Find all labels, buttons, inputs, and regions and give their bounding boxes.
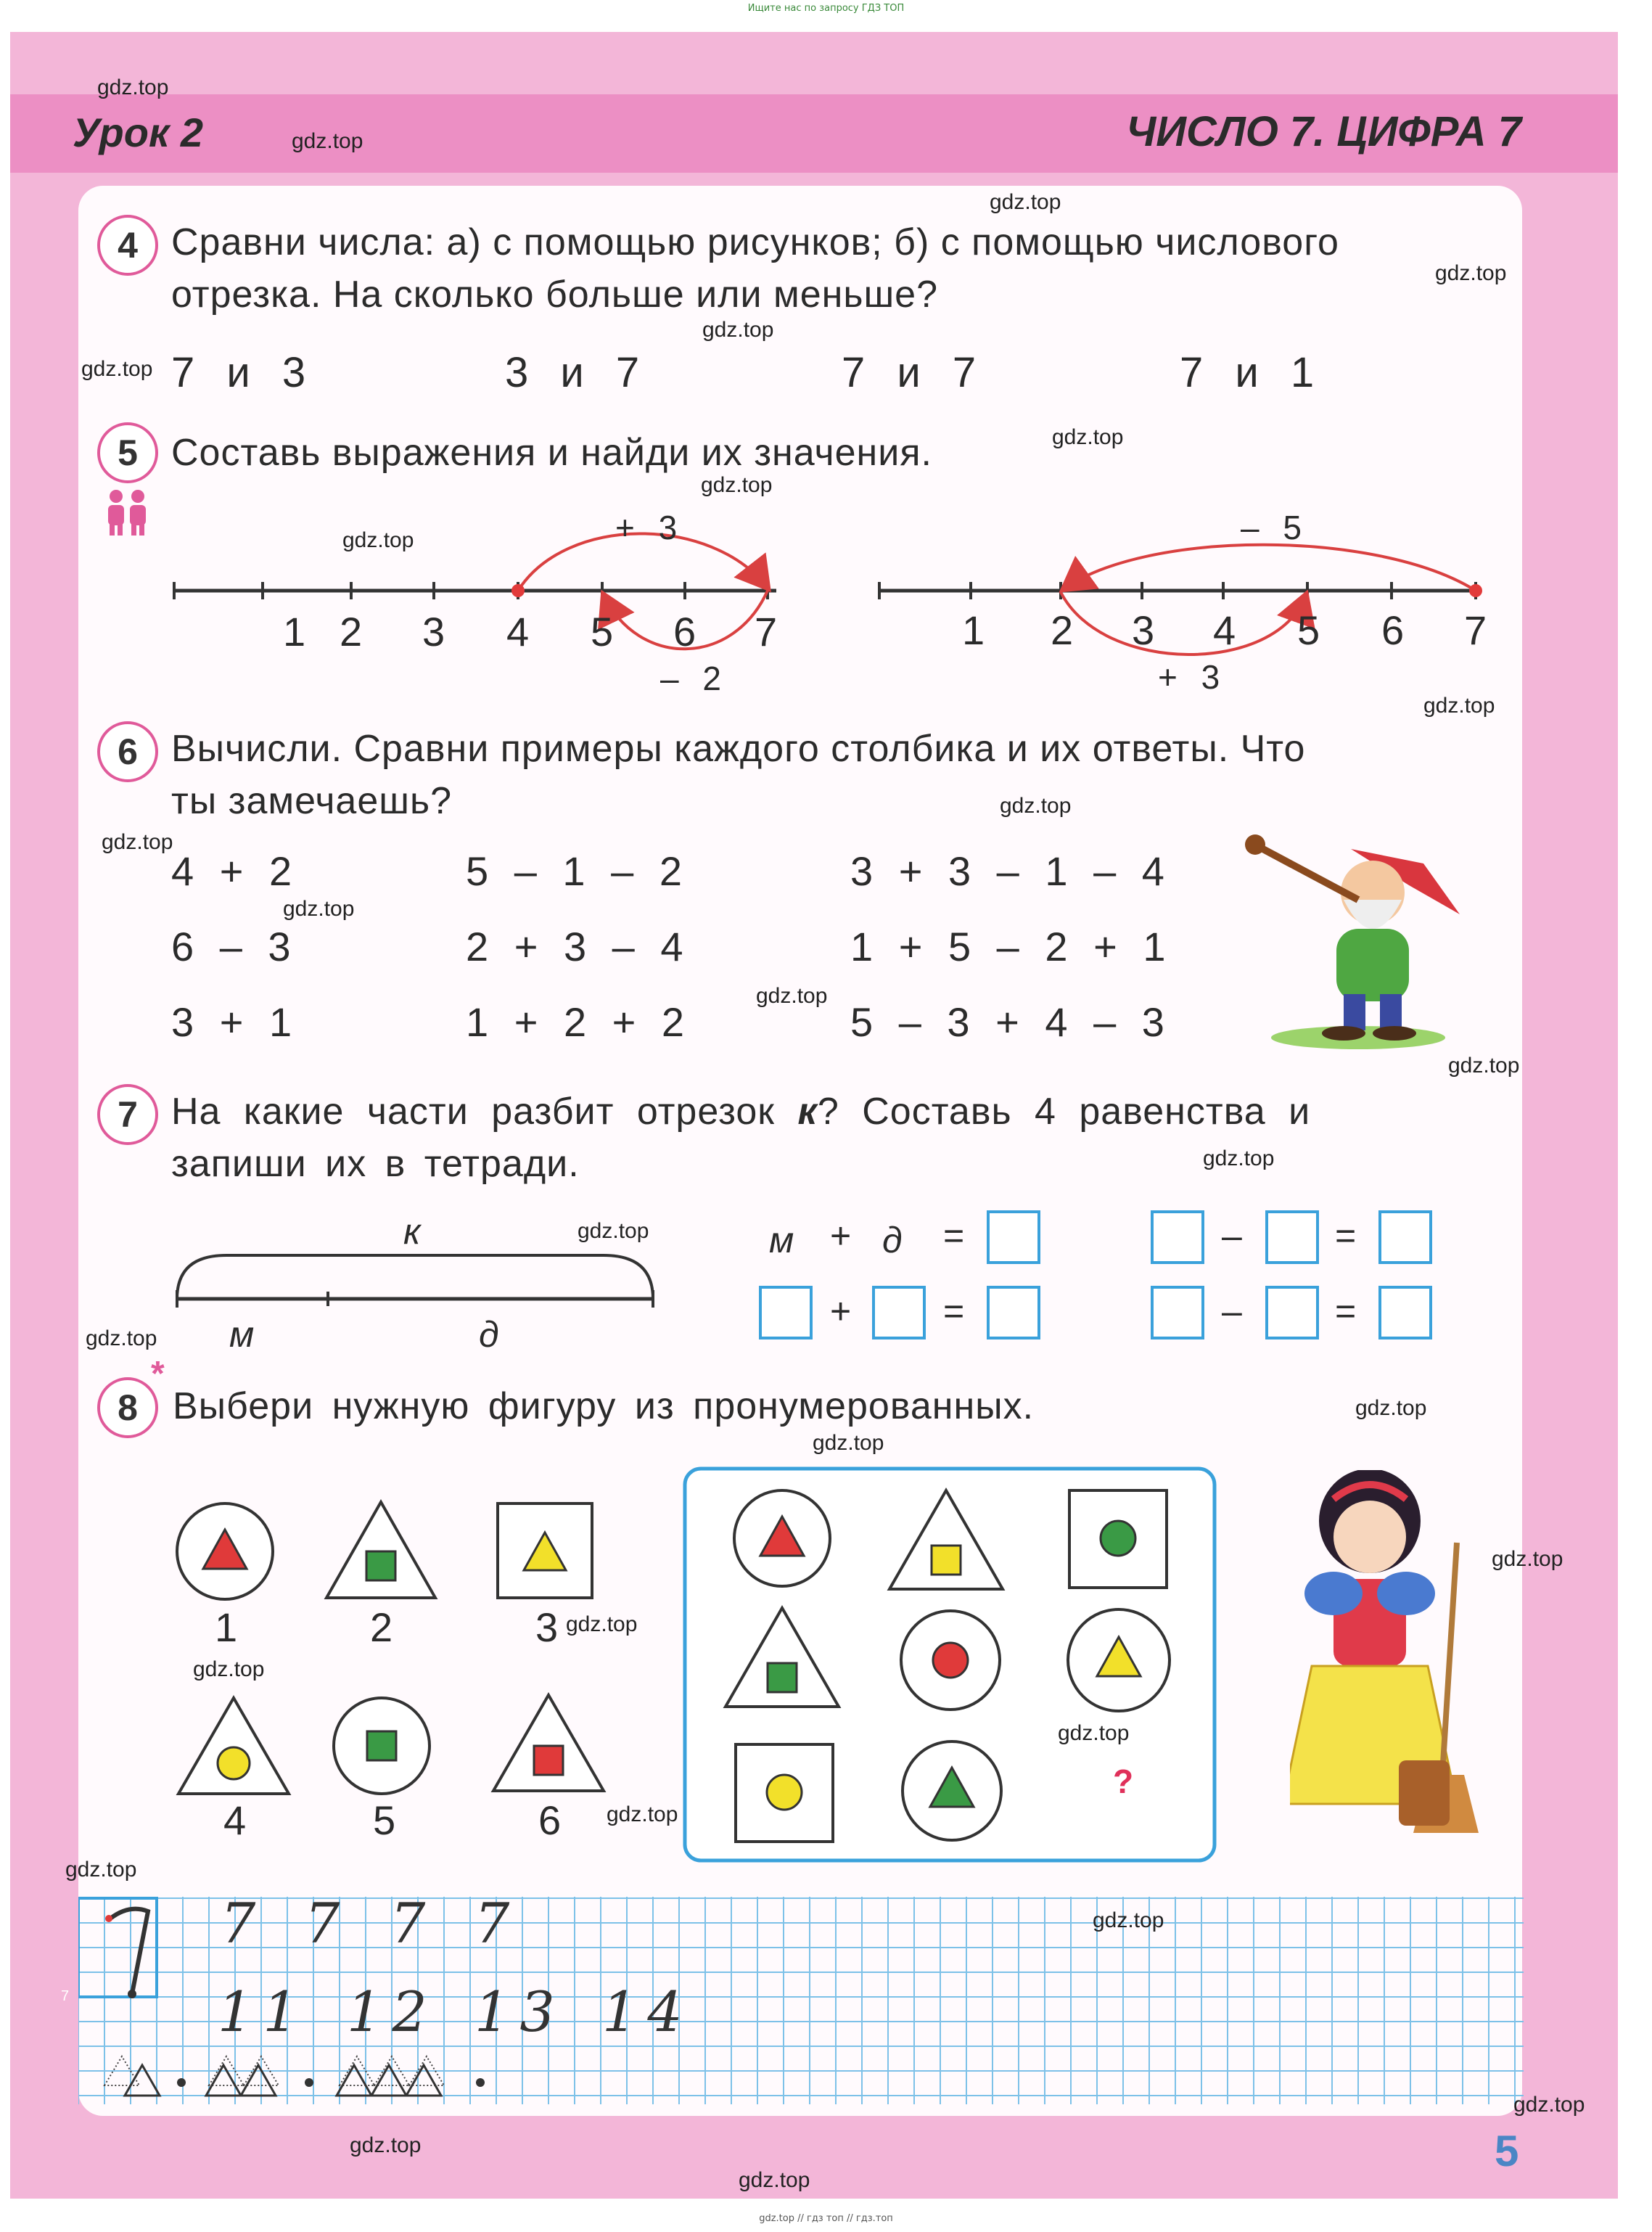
watermark: gdz.top [1058, 1721, 1130, 1745]
figure-number-1: 1 [215, 1604, 245, 1650]
watermark: gdz.top [990, 190, 1061, 214]
watermark: gdz.top [1052, 425, 1124, 449]
number-11: 11 [218, 1979, 308, 2044]
col1-expr-1: 4 + 2 [171, 848, 300, 894]
watermark: gdz.top [1448, 1054, 1520, 1078]
eq1-answer-box[interactable] [987, 1210, 1040, 1264]
figure-number-4: 4 [223, 1797, 254, 1843]
task-4-line1: Сравни числа: а) с помощью рисунков; б) с помощью числового [171, 221, 1339, 263]
line2-tick-5: 5 [1297, 607, 1328, 653]
task-6-number: 6 [97, 721, 158, 782]
seven-4: 7 [474, 1891, 510, 1956]
eq3-answer-box[interactable] [987, 1286, 1040, 1339]
eq3-box-a[interactable] [759, 1286, 813, 1339]
line1-bottom-label: – 2 [660, 660, 728, 697]
eq1-equals: = [943, 1215, 965, 1256]
line1-tick-3: 3 [422, 609, 453, 655]
watermark: gdz.top [1423, 694, 1495, 718]
col3-expr-3: 5 – 3 + 4 – 3 [850, 999, 1172, 1045]
pair-1: 7 и 3 [171, 349, 316, 396]
line1-tick-2: 2 [340, 609, 370, 655]
watermark: gdz.top [102, 830, 173, 854]
watermark: gdz.top [97, 75, 169, 99]
watermark: gdz.top [756, 984, 828, 1008]
pair-2: 3 и 7 [505, 349, 650, 396]
task-7-number: 7 [97, 1084, 158, 1145]
line2-bottom-label: + 3 [1158, 658, 1228, 696]
watermark: gdz.top [813, 1431, 884, 1455]
pair-4: 7 и 1 [1180, 349, 1325, 396]
line2-top-label: – 5 [1241, 509, 1309, 546]
col1-expr-2: 6 – 3 [171, 924, 298, 969]
line1-tick-5: 5 [591, 609, 621, 655]
line2-tick-1: 1 [962, 607, 993, 653]
watermark: gdz.top [81, 357, 153, 381]
line2-tick-6: 6 [1381, 607, 1412, 653]
task-8-star: * [151, 1355, 165, 1393]
eq2-minus: – [1222, 1215, 1242, 1256]
figure-number-5: 5 [373, 1797, 403, 1843]
task-5-text: Составь выражения и найди их значения. [171, 432, 932, 474]
eq2-box-a[interactable] [1151, 1210, 1204, 1264]
watermark: gdz.top [1435, 261, 1507, 285]
line1-tick-4: 4 [506, 609, 537, 655]
figure-number-3: 3 [535, 1604, 566, 1650]
watermark: gdz.top [578, 1219, 649, 1243]
watermark: gdz.top [607, 1802, 678, 1826]
watermark: gdz.top [350, 2133, 422, 2157]
line2-tick-7: 7 [1464, 607, 1495, 653]
eq2-box-b[interactable] [1265, 1210, 1319, 1264]
task-5-number: 5 [97, 422, 158, 483]
task-6-line1: Вычисли. Сравни примеры каждого столбика и их ответы. Что [171, 728, 1306, 770]
bottom-link[interactable]: gdz.top // гдз топ // гдз.топ [759, 2213, 893, 2224]
snow-white-illustration [1290, 1470, 1508, 1847]
line1-tick-1: 1 [283, 609, 313, 655]
col2-expr-1: 5 – 1 – 2 [466, 848, 689, 894]
task-8-text: Выбери нужную фигуру из пронумерованных. [173, 1385, 1035, 1427]
number-14: 14 [602, 1979, 693, 2044]
task-8-number: 8 [97, 1377, 158, 1438]
watermark: gdz.top [1000, 794, 1072, 818]
line2-tick-4: 4 [1213, 607, 1244, 653]
watermark: gdz.top [701, 473, 773, 497]
task-6-line2: ты замечаешь? [171, 780, 453, 822]
watermark: gdz.top [292, 129, 363, 153]
watermark: gdz.top [1513, 2093, 1585, 2117]
gnome-illustration [1242, 820, 1460, 1052]
eq2-answer-box[interactable] [1378, 1210, 1432, 1264]
line2-tick-3: 3 [1132, 607, 1162, 653]
line1-tick-7: 7 [755, 609, 785, 655]
seven-3: 7 [390, 1891, 426, 1956]
pair-work-icon [102, 488, 152, 538]
number-13: 13 [474, 1979, 565, 2044]
eq2-equals: = [1335, 1215, 1357, 1256]
watermark: gdz.top [1492, 1547, 1563, 1571]
top-link[interactable]: Ищите нас по запросу ГДЗ ТОП [747, 3, 905, 14]
task-4-number: 4 [97, 215, 158, 276]
seven-2: 7 [305, 1891, 340, 1956]
pattern-grid [682, 1466, 1219, 1865]
col2-expr-2: 2 + 3 – 4 [466, 924, 691, 969]
watermark: gdz.top [1093, 1908, 1164, 1932]
eq1-d: д [882, 1220, 903, 1260]
line1-tick-6: 6 [673, 609, 704, 655]
eq4-answer-box[interactable] [1378, 1286, 1432, 1339]
lesson-label: Урок 2 [73, 110, 204, 155]
eq4-box-b[interactable] [1265, 1286, 1319, 1339]
task-4-line2: отрезка. На сколько больше или меньше? [171, 274, 939, 316]
col3-expr-2: 1 + 5 – 2 + 1 [850, 924, 1173, 969]
watermark: gdz.top [342, 528, 414, 552]
page-title: ЧИСЛО 7. ЦИФРА 7 [1126, 108, 1521, 155]
eq4-equals: = [1335, 1291, 1357, 1332]
watermark: gdz.top [193, 1657, 265, 1681]
watermark: gdz.top [86, 1326, 157, 1350]
pair-3: 7 и 7 [842, 349, 987, 396]
watermark: gdz.top [1355, 1396, 1427, 1420]
segment-m-label: м [229, 1314, 255, 1355]
eq1-plus: + [830, 1215, 852, 1256]
watermark: gdz.top [739, 2168, 810, 2192]
segment-k-label: к [403, 1211, 421, 1252]
segment-d-label: д [479, 1314, 499, 1355]
figure-number-6: 6 [538, 1797, 569, 1843]
eq3-box-b[interactable] [872, 1286, 926, 1339]
col3-expr-1: 3 + 3 – 1 – 4 [850, 848, 1172, 894]
watermark: gdz.top [1203, 1146, 1275, 1170]
figure-number-2: 2 [370, 1604, 400, 1650]
watermark: gdz.top [65, 1858, 137, 1882]
missing-figure-question-mark: ? [1113, 1763, 1134, 1800]
number-12: 12 [347, 1979, 437, 2044]
eq1-m: м [769, 1220, 794, 1260]
task-7-line1: На какие части разбит отрезок к? Составь 4 равенства и [171, 1091, 1311, 1133]
segment-k [168, 1248, 662, 1321]
seven-1: 7 [221, 1891, 256, 1956]
watermark: gdz.top [283, 897, 355, 921]
eq4-minus: – [1222, 1291, 1242, 1332]
seven-5: 7 [61, 1988, 70, 2004]
col1-expr-3: 3 + 1 [171, 999, 300, 1045]
page-number: 5 [1495, 2127, 1519, 2175]
watermark: gdz.top [566, 1612, 638, 1636]
watermark: gdz.top [702, 318, 774, 342]
eq3-equals: = [943, 1291, 965, 1332]
eq4-box-a[interactable] [1151, 1286, 1204, 1339]
line2-tick-2: 2 [1051, 607, 1081, 653]
line1-top-label: + 3 [615, 509, 685, 546]
task-7-line2: запиши их в тетради. [171, 1143, 580, 1185]
col2-expr-3: 1 + 2 + 2 [466, 999, 692, 1045]
eq3-plus: + [830, 1291, 852, 1332]
